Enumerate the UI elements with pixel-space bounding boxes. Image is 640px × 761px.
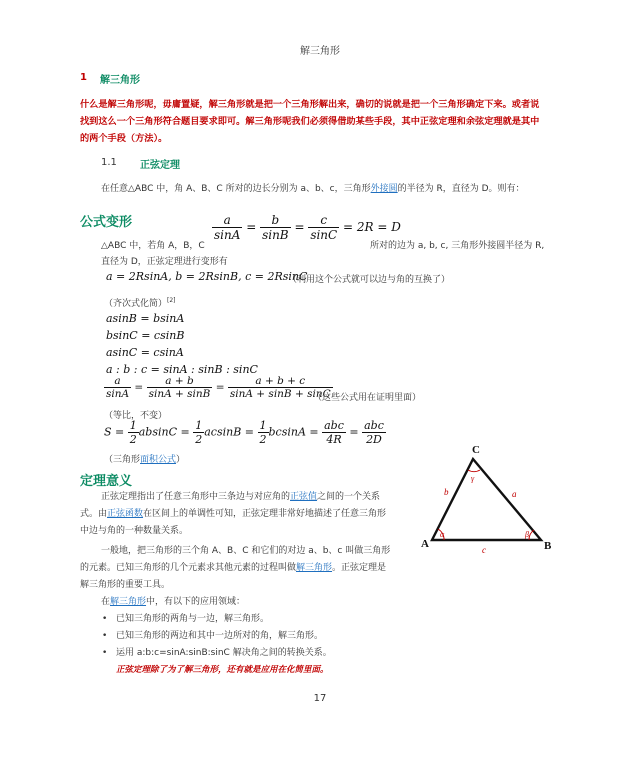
statement-pre: 在任意△ABC 中，角 A、B、C 所对的边长分别为 a、b、c，三角形 bbox=[101, 184, 371, 194]
area-term-3: bcsinA = bbox=[268, 425, 323, 439]
solve-triangle-link-1[interactable]: 解三角形 bbox=[296, 563, 333, 573]
meaning-line-4: 一般地，把三角形的三个角 A、B、C 和它们的对边 a、b、c 叫做三角形 bbox=[101, 546, 391, 556]
desc-post: 所对的边为 a, b, c, 三角形外接圆半径为 R, bbox=[370, 241, 545, 251]
meaning-p1b: 之间的一个关系 bbox=[317, 492, 381, 502]
meaning-heading: 定理意义 bbox=[80, 474, 133, 489]
ratio-formula: $\frac{a}{\sin A}$ = $\frac{a + b}{\sin A + \sin B}$ = $\frac{a + b + c}{\sin A + \sin B + \sin C}$ bbox=[106, 375, 331, 400]
homogeneous-label bbox=[104, 296, 176, 309]
identity-4: a : b : c = sinA : sinB : sinC bbox=[106, 363, 258, 376]
variant-formula: a = 2RsinA, b = 2RsinB, c = 2RsinC bbox=[106, 270, 308, 283]
desc-line-2: 直径为 D，正弦定理进行变形有 bbox=[101, 257, 228, 267]
area-term-2: acsinB = bbox=[204, 425, 258, 439]
vertex-label-A: A bbox=[421, 538, 429, 550]
meaning-line-5 bbox=[80, 560, 386, 577]
bullet-item-2: • 已知三角形的两边和其中一边所对的角，解三角形。 bbox=[116, 628, 323, 645]
desc-pre: △ABC 中，若角 A，B，C bbox=[101, 241, 205, 251]
solve-triangle-link-2[interactable]: 解三角形 bbox=[110, 597, 147, 607]
equal-ratio-label: （等比，不变） bbox=[104, 411, 168, 421]
identity-3: asinC = csinA bbox=[106, 346, 184, 359]
page-header: 解三角形 bbox=[300, 46, 340, 57]
meaning-p2b: 在区间上的单调性可知，正弦定理非常好地描述了任意三角形 bbox=[143, 509, 387, 519]
subsection-title: 正弦定理 bbox=[140, 160, 180, 171]
area-label-pre: （三角形 bbox=[104, 455, 141, 465]
main-formula: $\frac{a}{\sin A}$ = $\frac{b}{\sin B}$ = $\frac{c}{\sin C}$ = 2R = D bbox=[214, 213, 401, 242]
meaning-line-7 bbox=[101, 594, 245, 611]
bullet-item-1: • 已知三角形的两角与一边，解三角形。 bbox=[116, 611, 269, 628]
bullet-item-3: • 运用 a:b:c=sinA:sinB:sinC 解决角之间的转换关系。 bbox=[116, 645, 332, 662]
circumcircle-link[interactable]: 外接圆 bbox=[370, 184, 398, 194]
statement-post: 的半径为 R，直径为 D。则有： bbox=[397, 184, 525, 194]
angle-label-beta: β bbox=[525, 530, 529, 539]
ratio-fraction-1: $\frac{a}{\sin A}$ bbox=[106, 375, 130, 400]
side-label-c: c bbox=[482, 545, 486, 553]
half-3: $\frac{1}{2}$ bbox=[259, 419, 267, 446]
vertex-label-B: B bbox=[544, 540, 552, 552]
variant-note: （利用这个公式就可以边与角的互换了） bbox=[288, 275, 451, 285]
fraction-b-sinB: $\frac{b}{\sin B}$ bbox=[262, 213, 289, 242]
intro-line-1: 什么是解三角形呢，毋庸置疑，解三角形就是把一个三角形解出来，确切的说就是把一个三角形确定下来。或者说 bbox=[80, 99, 540, 110]
ratio-fraction-2: $\frac{a + b}{\sin A + \sin B}$ bbox=[148, 375, 211, 400]
ratio-note: （这些公式用在证明里面） bbox=[313, 393, 422, 403]
ratio-fraction-3: $\frac{a + b + c}{\sin A + \sin B + \sin C}$ bbox=[229, 375, 331, 400]
identity-2: bsinC = csinB bbox=[106, 329, 185, 342]
area-formula-link[interactable]: 面积公式 bbox=[140, 455, 177, 465]
meaning-p1a: 正弦定理指出了任意三角形中三条边与对应角的 bbox=[101, 492, 291, 502]
meaning-p7a: 在 bbox=[101, 597, 111, 607]
area-prefix: S = bbox=[104, 425, 128, 439]
section-number: 1 bbox=[80, 72, 87, 83]
triangle-diagram bbox=[420, 443, 570, 553]
meaning-line-2 bbox=[80, 506, 386, 523]
angle-label-alpha: α bbox=[440, 530, 445, 539]
half-1: $\frac{1}{2}$ bbox=[129, 419, 137, 446]
angle-gamma-arc bbox=[468, 470, 480, 472]
homogeneous-label-text: （齐次式化简） bbox=[104, 299, 168, 309]
side-label-b: b bbox=[444, 487, 449, 497]
identity-1: asinB = bsinA bbox=[106, 312, 185, 325]
side-label-a: a bbox=[512, 489, 517, 499]
abc-2D: $\frac{\text{abc}}{2D}$ bbox=[364, 419, 384, 446]
meaning-line-1 bbox=[101, 489, 380, 506]
area-formula: S = $\frac{1}{2}$ absinC = $\frac{1}{2}$ acsinB = $\frac{1}{2}$ bcsinA = $\frac{\text{abc}}{4R}$ = $\frac{\text{abc}}{2D}$ bbox=[104, 419, 384, 446]
meaning-line-6: 解三角形的重要工具。 bbox=[80, 580, 171, 590]
fraction-a-sinA: $\frac{a}{\sin A}$ bbox=[214, 213, 241, 242]
intro-line-2: 找到这么一个三角形符合题目要求即可。解三角形呢我们必须得借助某些手段，其中正弦定理和余弦定理就是其中 bbox=[80, 116, 540, 127]
triangle-shape bbox=[432, 459, 541, 540]
formula-tail: = 2R = D bbox=[343, 220, 401, 234]
area-label bbox=[104, 452, 185, 465]
meaning-line-3: 中边与角的一种数量关系。 bbox=[80, 526, 189, 536]
sine-function-link[interactable]: 正弦函数 bbox=[107, 509, 144, 519]
angle-label-gamma: γ bbox=[471, 474, 475, 483]
meaning-p5a: 的元素。已知三角形的几个元素求其他元素的过程叫做 bbox=[80, 563, 297, 573]
red-note: 正弦定理除了为了解三角形，还有就是应用在化简里面。 bbox=[116, 665, 329, 675]
half-2: $\frac{1}{2}$ bbox=[195, 419, 203, 446]
theorem-statement bbox=[101, 181, 525, 194]
vertex-label-C: C bbox=[472, 444, 480, 456]
citation-2[interactable]: [2] bbox=[167, 297, 176, 304]
intro-line-3: 的两个手段（方法）。 bbox=[80, 133, 168, 144]
fraction-c-sinC: $\frac{c}{\sin C}$ bbox=[310, 213, 338, 242]
meaning-p2a: 式。由 bbox=[80, 509, 108, 519]
page-number: 17 bbox=[313, 693, 327, 704]
area-term-1: absinC = bbox=[138, 425, 194, 439]
subsection-number: 1.1 bbox=[101, 157, 117, 168]
meaning-p7b: 中，有以下的应用领域： bbox=[146, 597, 246, 607]
area-label-post: ） bbox=[176, 455, 186, 465]
meaning-p5b: 。正弦定理是 bbox=[332, 563, 387, 573]
formula-heading: 公式变形 bbox=[80, 215, 133, 230]
section-title: 解三角形 bbox=[100, 75, 140, 86]
sine-value-link[interactable]: 正弦值 bbox=[290, 492, 318, 502]
abc-4R: $\frac{\text{abc}}{4R}$ bbox=[324, 419, 344, 446]
